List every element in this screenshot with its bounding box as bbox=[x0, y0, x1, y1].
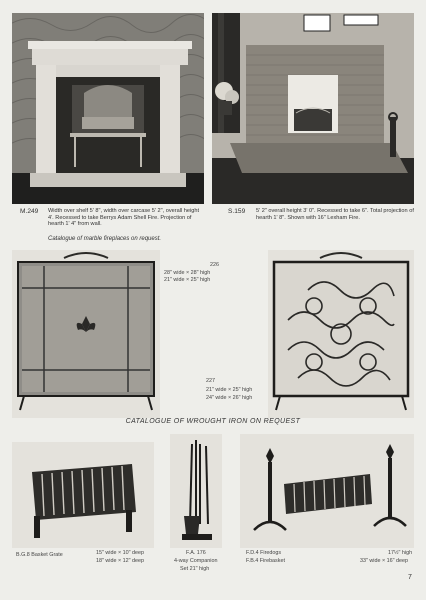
basket-grate-illustration bbox=[12, 442, 154, 548]
scroll-screen-illustration bbox=[268, 250, 414, 418]
screen-227-size-1: 21" wide × 25" high bbox=[206, 387, 253, 393]
companion-code: F.A. 176 bbox=[186, 550, 206, 556]
companion-line-3: Set 21" high bbox=[180, 566, 210, 572]
screen-226-size-2: 21" wide × 25" high bbox=[164, 277, 211, 283]
brick-code: S.159 bbox=[228, 208, 246, 215]
marble-code: M.249 bbox=[20, 208, 39, 215]
marble-catalogue-note: Catalogue of marble fireplaces on request. bbox=[48, 236, 162, 242]
firedogs-size-2: 33" wide × 16" deep bbox=[360, 558, 409, 564]
firedogs-photo bbox=[240, 434, 414, 548]
mesh-screen-illustration bbox=[12, 250, 160, 418]
screen-227-photo bbox=[268, 250, 414, 418]
wrought-iron-catalogue-note: CATALOGUE OF WROUGHT IRON ON REQUEST bbox=[125, 418, 301, 425]
basket-grate-code: B.G.8 Basket Grate bbox=[16, 552, 63, 558]
firedogs-illustration bbox=[240, 434, 414, 548]
screen-226-photo bbox=[12, 250, 160, 418]
brick-fireplace-illustration bbox=[212, 13, 414, 204]
screen-226-size-1: 28" wide × 28" high bbox=[164, 270, 211, 276]
screen-227-size-2: 24" wide × 26" high bbox=[206, 395, 253, 401]
firedogs-code: F.D.4 Firedogs bbox=[246, 550, 282, 556]
marble-description: Width over shelf 5' 8", width over carcase 5' 2", overall height 4'. Recessed to take Berrys Adam Shell Fire. Projection of hearth 1' 4" from wall. bbox=[48, 208, 199, 228]
firebasket-code: F.B.4 Firebasket bbox=[246, 558, 285, 564]
basket-grate-photo bbox=[12, 442, 154, 548]
basket-grate-size-1: 15" wide × 10" deep bbox=[96, 550, 145, 556]
marble-fireplace-photo bbox=[12, 13, 204, 204]
brick-fireplace-photo bbox=[212, 13, 414, 204]
companion-set-photo bbox=[170, 434, 222, 548]
screen-227-code: 227 bbox=[206, 378, 215, 384]
brick-description: 5' 2" overall height 3' 0". Recessed to take 6". Total projection of hearth 1' 8". Shown with 16" Lexham Fire. bbox=[256, 208, 414, 221]
screen-226-code: 226 bbox=[210, 262, 219, 268]
companion-line-2: 4-way Companion bbox=[174, 558, 218, 564]
page-number: 7 bbox=[408, 574, 412, 581]
marble-fireplace-illustration bbox=[12, 13, 204, 204]
companion-set-illustration bbox=[170, 434, 222, 548]
firedogs-size-1: 17½" high bbox=[388, 550, 413, 556]
basket-grate-size-2: 18" wide × 12" deep bbox=[96, 558, 145, 564]
